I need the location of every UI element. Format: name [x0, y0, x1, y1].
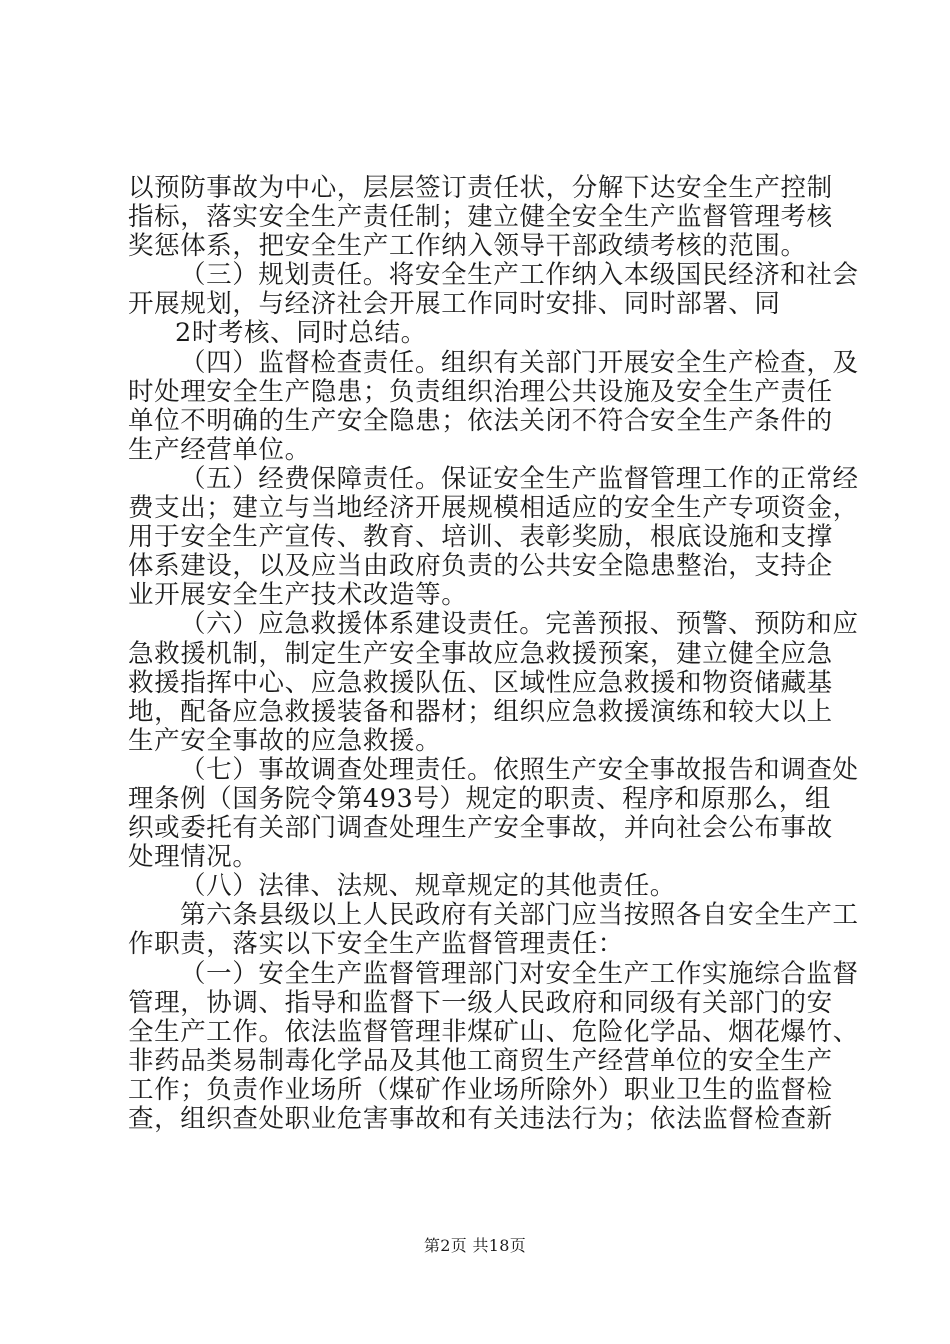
text-line: 单位不明确的生产安全隐患；依法关闭不符合安全生产条件的 [128, 405, 833, 436]
text-line: 时处理安全生产隐患；负责组织治理公共设施及安全生产责任 [128, 376, 833, 407]
text-line: 处理情况。 [128, 842, 259, 873]
text-line: 生产经营单位。 [128, 434, 311, 465]
text-line: 织或委托有关部门调查处理生产安全事故，并向社会公布事故 [128, 813, 833, 844]
paragraph-start: （五）经费保障责任。保证安全生产监督管理工作的正常经 [180, 463, 859, 494]
text-line: 指标，落实安全生产责任制；建立健全安全生产监督管理考核 [128, 202, 833, 233]
text-line: 全生产工作。依法监督管理非煤矿山、危险化学品、烟花爆竹、 [128, 1016, 859, 1047]
text-line: 体系建设，以及应当由政府负责的公共安全隐患整治，支持企 [128, 551, 833, 582]
text-line: 急救援机制，制定生产安全事故应急救援预案，建立健全应急 [128, 638, 833, 669]
paragraph-start: （三）规划责任。将安全生产工作纳入本级国民经济和社会 [180, 260, 859, 291]
page-number-footer: 第2页 共18页 [423, 1236, 527, 1255]
paragraph-start: 第六条县级以上人民政府有关部门应当按照各自安全生产工 [180, 900, 859, 931]
text-line: 工作；负责作业场所（煤矿作业场所除外）职业卫生的监督检 [128, 1074, 833, 1105]
paragraph-start: （六）应急救援体系建设责任。完善预报、预警、预防和应 [180, 609, 859, 640]
paragraph-start: （八）法律、法规、规章规定的其他责任。 [180, 871, 676, 902]
text-line: 作职责，落实以下安全生产监督管理责任： [128, 929, 624, 960]
text-line: 非药品类易制毒化学品及其他工商贸生产经营单位的安全生产 [128, 1045, 833, 1076]
text-line: 管理，协调、指导和监督下一级人民政府和同级有关部门的安 [128, 987, 833, 1018]
text-line: 开展规划，与经济社会开展工作同时安排、同时部署、同 [128, 289, 781, 320]
text-line: 以预防事故为中心，层层签订责任状，分解下达安全生产控制 [128, 173, 833, 203]
text-line: 用于安全生产宣传、教育、培训、表彰奖励，根底设施和支撑 [128, 522, 833, 553]
paragraph-start: （一）安全生产监督管理部门对安全生产工作实施综合监督 [180, 958, 859, 989]
text-line: 理条例（国务院令第493号）规定的职责、程序和原那么，组 [128, 783, 831, 814]
text-line: 救援指挥中心、应急救援队伍、区域性应急救援和物资储藏基 [128, 667, 833, 698]
text-line: 费支出；建立与当地经济开展规模相适应的安全生产专项资金， [128, 493, 859, 524]
text-line: 业开展安全生产技术改造等。 [128, 580, 468, 611]
text-line: 生产安全事故的应急救援。 [128, 725, 442, 756]
text-line: 地，配备应急救援装备和器材；组织应急救援演练和较大以上 [128, 696, 833, 727]
text-line: 查，组织查处职业危害事故和有关违法行为；依法监督检查新 [128, 1104, 833, 1134]
text-line: 奖惩体系，把安全生产工作纳入领导干部政绩考核的范围。 [128, 231, 807, 262]
paragraph-start: （七）事故调查处理责任。依照生产安全事故报告和调查处 [180, 754, 859, 785]
text-line: 2时考核、同时总结。 [175, 318, 427, 349]
document-body [128, 173, 859, 1134]
paragraph-start: （四）监督检查责任。组织有关部门开展安全生产检查，及 [180, 347, 859, 378]
